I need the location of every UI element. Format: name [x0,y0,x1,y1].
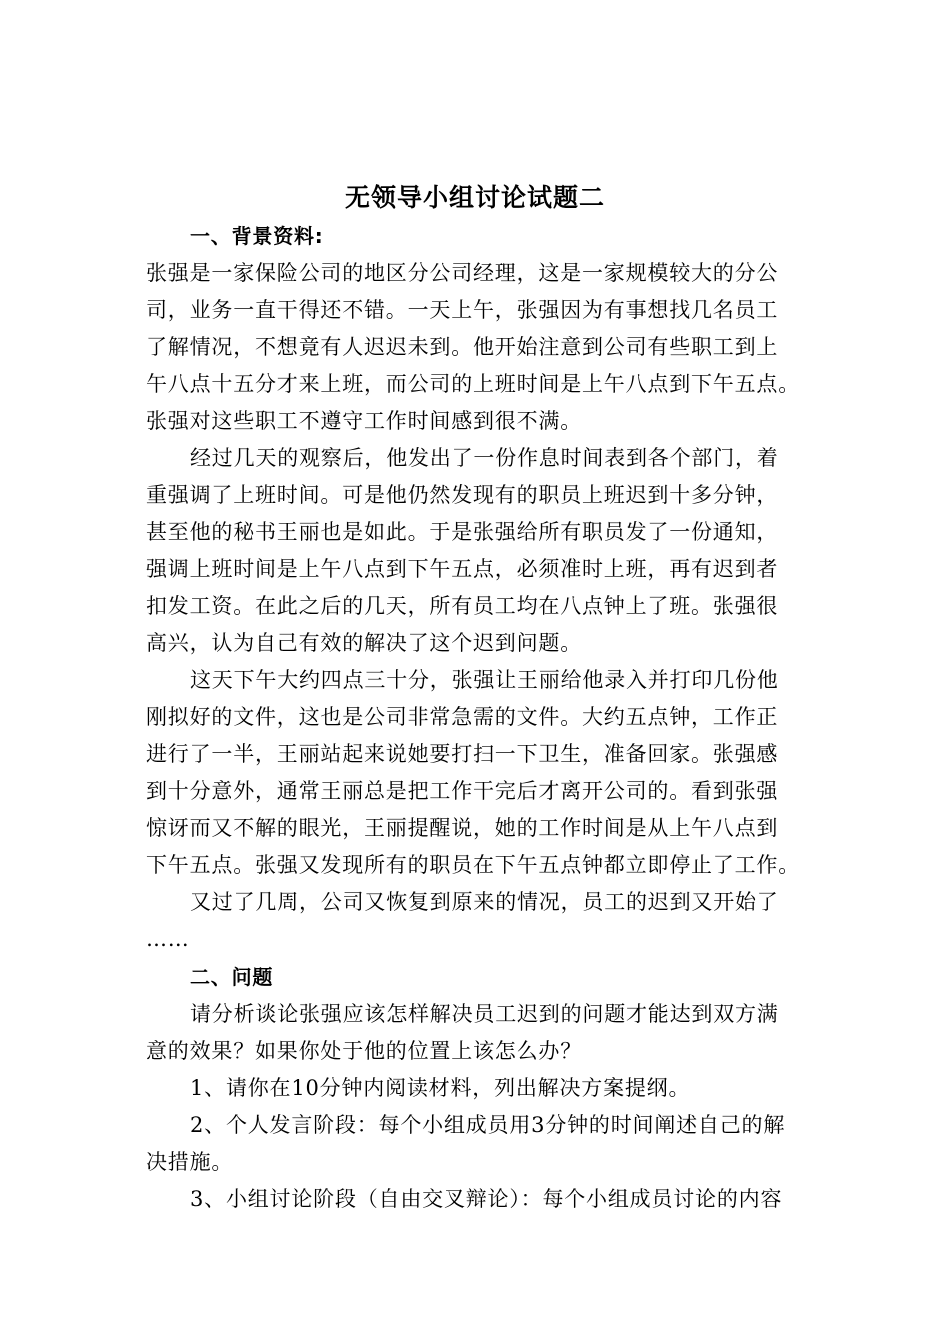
paragraph-line: 高兴，认为自己有效的解决了这个迟到问题。 [146,631,582,655]
paragraph-line: 又过了几周，公司又恢复到原来的情况，员工的迟到又开始了 [190,890,779,914]
paragraph-line: 了解情况，不想竟有人迟迟未到。他开始注意到公司有些职工到上 [146,335,779,359]
paragraph-line: 下午五点。张强又发现所有的职员在下午五点钟都立即停止了工作。 [146,853,800,877]
paragraph-line: 强调上班时间是上午八点到下午五点，必须准时上班，再有迟到者 [146,557,779,581]
list-item: 2、个人发言阶段：每个小组成员用3分钟的时间阐述自己的解 [190,1113,786,1137]
section-heading-background: 一、背景资料: [190,224,324,248]
paragraph-line: 意的效果？如果你处于他的位置上该怎么办？ [146,1039,582,1063]
paragraph-line: 甚至他的秘书王丽也是如此。于是张强给所有职员发了一份通知， [146,520,779,544]
paragraph-line: 经过几天的观察后，他发出了一份作息时间表到各个部门，着 [190,446,779,470]
paragraph-line: 请分析谈论张强应该怎样解决员工迟到的问题才能达到双方满 [190,1002,779,1026]
paragraph-line: 司，业务一直干得还不错。一天上午，张强因为有事想找几名员工 [146,298,779,322]
paragraph-line: 惊讶而又不解的眼光，王丽提醒说，她的工作时间是从上午八点到 [146,816,779,840]
paragraph-line: 重强调了上班时间。可是他仍然发现有的职员上班迟到十多分钟， [146,483,779,507]
section-heading-questions: 二、问题 [190,965,274,989]
document-title: 无领导小组讨论试题二 [344,183,605,212]
paragraph-line: 刚拟好的文件，这也是公司非常急需的文件。大约五点钟，工作正 [146,705,779,729]
paragraph-line: 张强是一家保险公司的地区分公司经理，这是一家规模较大的分公 [146,261,779,285]
paragraph-line: 决措施。 [146,1150,234,1174]
paragraph-line: 到十分意外，通常王丽总是把工作干完后才离开公司的。看到张强 [146,779,779,803]
list-item: 3、小组讨论阶段（自由交叉辩论）：每个小组成员讨论的内容 [190,1187,783,1211]
paragraph-line: 张强对这些职工不遵守工作时间感到很不满。 [146,409,582,433]
paragraph-line: 这天下午大约四点三十分，张强让王丽给他录入并打印几份他 [190,668,779,692]
paragraph-line: 进行了一半，王丽站起来说她要打扫一下卫生，准备回家。张强感 [146,742,779,766]
paragraph-line: 扣发工资。在此之后的几天，所有员工均在八点钟上了班。张强很 [146,594,779,618]
paragraph-line: 午八点十五分才来上班，而公司的上班时间是上午八点到下午五点。 [146,372,800,396]
list-item: 1、请你在10分钟内阅读材料，列出解决方案提纲。 [190,1076,691,1100]
paragraph-line: …… [146,927,190,951]
